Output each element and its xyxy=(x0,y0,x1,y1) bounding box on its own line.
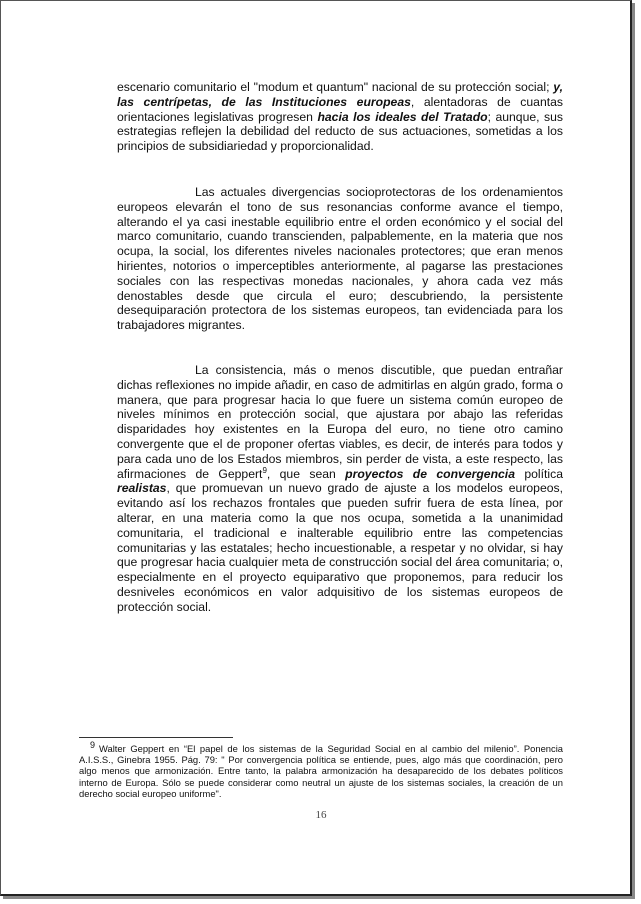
paragraph-2 xyxy=(117,185,563,333)
footnote-divider xyxy=(79,737,233,738)
paragraph-2-text: Las actuales divergencias socioprotectoras de los ordenamientos europeos elevarán el tono de sus resonancias conforme avance el tiempo, alterando el ya casi inestable equilibrio entre el orden económico y el social del marco comunitario, cuando transcienden, palpablemente, en la materia que nos ocupa, la social, los diferentes niveles nacionales protectores; que eran menos hirientes, notorios o imperceptibles anteriormente, al pagarse las prestaciones sociales con las respectivas monedas nacionales, y ahora cada vez más denostables desde que circula el euro; descubriendo, la persistente desequiparación protectora de los sistemas europeos, tan evidenciada para los trabajadores migrantes. xyxy=(117,185,563,333)
paragraph-1 xyxy=(117,80,563,154)
paragraph-3-text-d: , que promuevan un nuevo grado de ajuste a los modelos europeos, evitando así los rechazos frontales que pueden sufrir fuera de esta línea, por alterar, en una materia como la que nos ocupa, sometida a la unanimidad comunitaria, el tradicional e inalterable equilibrio entre las competencias comunitarias y las estatales; hecho incuestionable, a respetar y no olvidar, si hay que progresar hacia cualquier meta de construcción social del área comunitaria; o, especialmente en el proyecto equiparativo que proponemos, para reducir los desniveles económicos en valor adquisitivo de los sistemas europeos de protección social. xyxy=(117,481,563,614)
paragraph-1-emphasis-b: hacia los ideales del Tratado xyxy=(317,109,488,124)
paragraph-1-text-c: ; aunque, sus estrategias reflejen la debilidad del reducto de sus actuaciones, sometidas a los principios de subsidiariedad y proporcionalidad. xyxy=(117,109,563,154)
footnote-reference[interactable]: 9 xyxy=(262,465,267,475)
paragraph-3-text-c: política xyxy=(514,466,563,481)
paragraph-3-text-a: La consistencia, más o menos discutible, que puedan entrañar dichas reflexiones no impide añadir, en caso de admitirlas en algún grado, forma o manera, que para progresar hacia lo que fuere un sistema común europeo de niveles mínimos en protección social, que ajustara por abajo las referidas disparidades hoy existentes en la Europa del euro, no tiene otro camino convergente que el de proponer ofertas viables, es decir, de interés para todos y para cada uno de los Estados miembros, sin perder de vista, a este respecto, las afirmaciones de Geppert xyxy=(117,363,563,481)
paragraph-3-emphasis-b: realistas xyxy=(117,481,167,496)
paragraph-1-text-b: , alentadoras de cuantas orientaciones legislativas progresen xyxy=(117,94,563,124)
footnote-marker xyxy=(79,739,95,754)
paragraph-1-emphasis-a: y, las centrípetas, de las Instituciones europeas xyxy=(117,80,563,109)
footnote-text: Walter Geppert en “El papel de los sistemas de la Seguridad Social en al cambio del milenio”. Ponencia A.I.S.S., Ginebra 1955. Pág. 79: " Por convergencia política se entiende, pues, algo más que coordinación, pero algo menos que armonización. Entre tanto, la palabra armonización ha desaparecido de los debates políticos interno de Europa. Sólo se puede considerar como neutral un ajuste de los sistemas sociales, la creación de un derecho social europeo uniforme". xyxy=(79,743,563,799)
page-number: 16 xyxy=(315,809,327,821)
paragraph-1-text-a: escenario comunitario el "modum et quantum" nacional de su protección social; xyxy=(117,80,554,94)
footnote xyxy=(79,739,563,799)
paragraph-3-text-b: , que sean xyxy=(266,466,346,481)
footnote-number: 9 xyxy=(89,739,95,750)
paragraph-3-emphasis-a: proyectos de convergencia xyxy=(345,466,515,481)
paragraph-3 xyxy=(117,363,563,615)
